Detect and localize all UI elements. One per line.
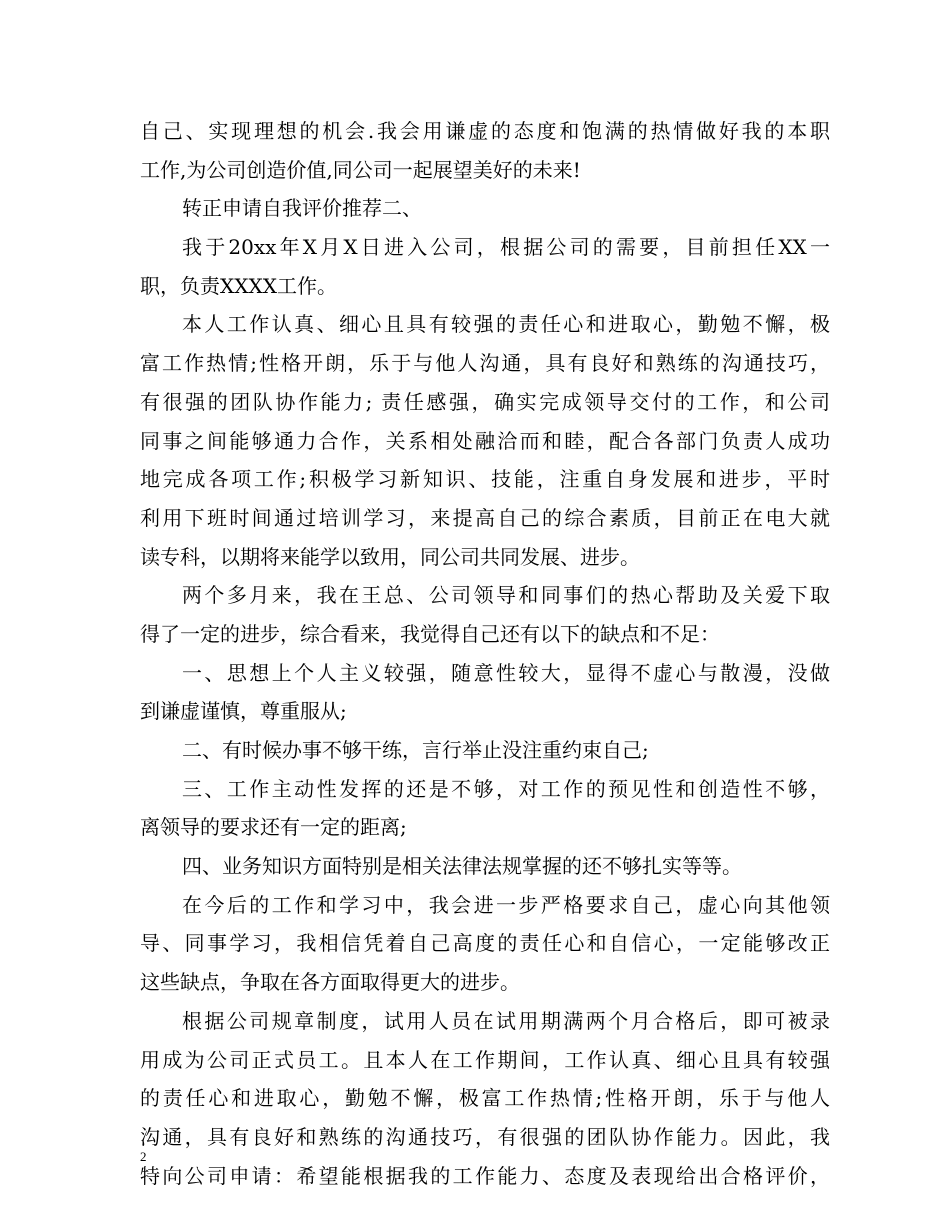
text-line: 两个多月来，我在王总、公司领导和同事们的热心帮助及关爱下取 [182, 583, 830, 608]
text-line: 自己、实现理想的机会.我会用谦虚的态度和饱满的热情做好我的本职 [140, 119, 830, 143]
text-line: 工作,为公司创造价值,同公司一起展望美好的未来! [140, 157, 581, 182]
text-line: 同事之间能够通力合作，关系相处融洽而和睦，配合各部门负责人成功 [140, 428, 830, 453]
text-line: 特向公司申请：希望能根据我的工作能力、态度及表现给出合格评价， [140, 1163, 830, 1188]
text-line: 有很强的团队协作能力; 责任感强，确实完成领导交付的工作，和公司 [140, 389, 830, 414]
text-line: 我于20xx年X月X日进入公司，根据公司的需要，目前担任XX一 [182, 235, 830, 260]
text-line: 二、有时候办事不够干练，言行举止没注重约束自己; [182, 738, 649, 762]
text-line: 一、思想上个人主义较强，随意性较大，显得不虚心与散漫，没做 [182, 660, 830, 685]
text-line: 三、工作主动性发挥的还是不够，对工作的预见性和创造性不够， [182, 776, 830, 801]
text-line: 本人工作认真、细心且具有较强的责任心和进取心，勤勉不懈，极 [182, 312, 830, 337]
text-line: 用成为公司正式员工。且本人在工作期间，工作认真、细心且具有较强 [140, 1047, 830, 1072]
text-line: 利用下班时间通过培训学习，来提高自己的综合素质，目前正在电大就 [140, 505, 830, 530]
text-line: 职，负责XXXX工作。 [140, 273, 337, 298]
text-line: 富工作热情;性格开朗，乐于与他人沟通，具有良好和熟练的沟通技巧， [140, 351, 830, 376]
text-line: 到谦虚谨慎，尊重服从; [140, 699, 347, 724]
text-line: 这些缺点，争取在各方面取得更大的进步。 [140, 970, 520, 995]
text-line: 四、业务知识方面特别是相关法律法规掌握的还不够扎实等等。 [182, 854, 742, 879]
text-line: 的责任心和进取心，勤勉不懈，极富工作热情;性格开朗，乐于与他人 [140, 1086, 830, 1111]
text-line: 导、同事学习，我相信凭着自己高度的责任心和自信心，一定能够改正 [140, 931, 830, 956]
text-line: 转正申请自我评价推荐二、 [182, 196, 422, 221]
page-number: 2 [140, 1149, 147, 1164]
text-line: 地完成各项工作;积极学习新知识、技能，注重自身发展和进步，平时 [140, 467, 830, 492]
text-line: 离领导的要求还有一定的距离; [140, 815, 407, 840]
text-line: 读专科，以期将来能学以致用，同公司共同发展、进步。 [140, 544, 640, 569]
text-line: 得了一定的进步，综合看来，我觉得自己还有以下的缺点和不足： [140, 621, 720, 646]
text-line: 在今后的工作和学习中，我会进一步严格要求自己，虚心向其他领 [182, 892, 830, 917]
document-body [140, 112, 830, 1195]
text-line: 沟通，具有良好和熟练的沟通技巧，有很强的团队协作能力。因此，我 [140, 1124, 830, 1149]
text-line: 根据公司规章制度，试用人员在试用期满两个月合格后，即可被录 [182, 1008, 830, 1033]
